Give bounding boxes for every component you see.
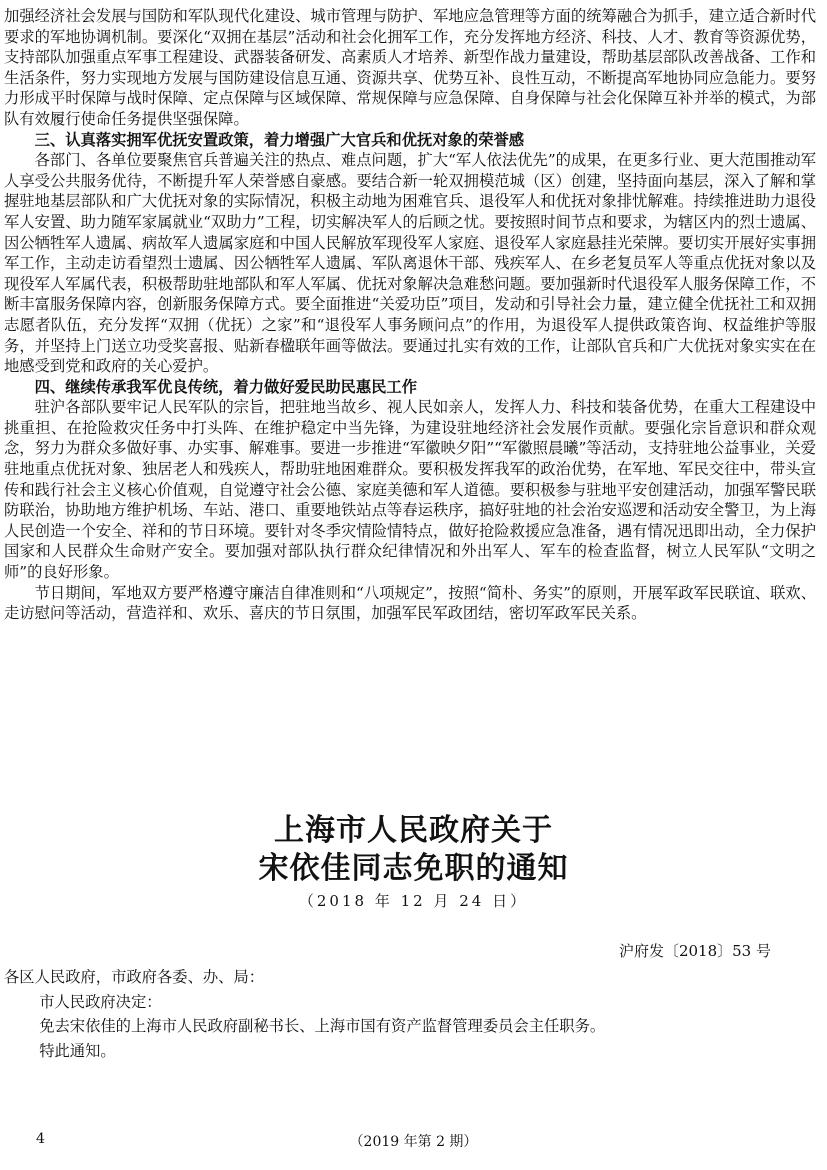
notice-date: （2018 年 12 月 24 日）: [298, 892, 529, 910]
notice-title-line-1: 上海市人民政府关于: [274, 813, 553, 848]
continuation-paragraph: 加强经济社会发展与国防和军队现代化建设、城市管理与防护、军地应急管理等方面的统筹融合为抓手，建立适合新时代要求的军地协调机制。要深化“双拥在基层”活动和社会化拥军工作，充分发挥地方经济、科技、人才、教育等资源优势，支持部队加强重点军事工程建设、武器装备研发、高素质人才培养、新型作战力量建设，帮助基层部队改善战备、工作和生活条件，努力实现地方发展与国防建设信息互通、资源共享、优势互补、良性互动，不断提高军地协同应急能力。要努力形成平时保障与战时保障、定点保障与区域保障、常规保障与应急保障、自身保障与社会化保障互补并举的模式，为部队有效履行使命任务提供坚强保障。: [4, 7, 816, 128]
section-4-body: 驻沪各部队要牢记人民军队的宗旨，把驻地当故乡、视人民如亲人，发挥人力、科技和装备优势，在重大工程建设中挑重担、在抢险救灾任务中打头阵、在维护稳定中当先锋，为建设驻地经济社会发展作贡献。要强化宗旨意识和群众观念，努力为群众多做好事、办实事、解难事。要进一步推进“军徽映夕阳”“军徽照晨曦”等活动，支持驻地公益事业，关爱驻地重点优抚对象、独居老人和残疾人，帮助驻地困难群众。要积极发挥我军的政治优势，在军地、军民交往中，带头宣传和践行社会主义核心价值观，自觉遵守社会公德、家庭美德和军人道德。要积极参与驻地平安创建活动，加强军警民联防联治，协助地方维护机场、车站、港口、重要地铁站点等春运秩序，搞好驻地的社会治安巡逻和活动安全警卫，为上海人民创造一个安全、祥和的节日环境。要针对冬季灾情险情特点，做好抢险救援应急准备，遇有情况迅即出动，全力保护国家和人民群众生命财产安全。要加强对部队执行群众纪律情况和外出军人、军车的检查监督，树立人民军队“文明之师”的良好形象。: [4, 398, 816, 582]
closing-paragraph: 节日期间，军地双方要严格遵守廉洁自律准则和“八项规定”，按照“简朴、务实”的原则，开展军政军民联谊、联欢、走访慰问等活动，营造祥和、欢乐、喜庆的节日氛围，加强军民军政团结，密切军政军民关系。: [4, 583, 816, 623]
notice-body: [4, 965, 816, 1063]
section-3-body: 各部门、各单位要聚焦官兵普遍关注的热点、难点问题，扩大“军人依法优先”的成果，在更多行业、更大范围推动军人享受公共服务优待，不断提升军人荣誉感自豪感。要结合新一轮双拥模范城（区）创建，坚持面向基层，深入了解和掌握驻地基层部队和广大优抚对象的实际情况，积极主动地为困难官兵、退役军人和优抚对象排忧解难。持续推进助力退役军人安置、助力随军家属就业“双助力”工程，切实解决军人的后顾之忧。要按照时间节点和要求，为辖区内的烈士遗属、因公牺牲军人遗属、病故军人遗属家庭和中国人民解放军现役军人家庭、退役军人家庭悬挂光荣牌。要切实开展好实事拥军工作，主动走访看望烈士遗属、因公牺牲军人遗属、军队离退休干部、残疾军人、在乡老复员军人等重点优抚对象以及现役军人军属代表，积极帮助驻地部队和军人军属、优抚对象解决急难愁问题。要加强新时代退役军人服务保障工作，不断丰富服务保障内容，创新服务保障方式。要全面推进“关爱功臣”项目，发动和引导社会力量，建立健全优抚社工和双拥志愿者队伍，充分发挥“双拥（优抚）之家”和“退役军人事务顾问点”的作用，为退役军人提供政策咨询、权益维护等服务，并坚持上门送立功受奖喜报、贴新春楹联年画等做法。要通过扎实有效的工作，让部队官兵和广大优抚对象实实在在地感受到党和政府的关心爱护。: [4, 151, 816, 376]
page-number: 4: [36, 1131, 45, 1147]
notice-title-line-2: 宋依佳同志免职的通知: [258, 851, 569, 886]
addressee: 各区人民政府，市政府各委、办、局：: [4, 968, 265, 986]
issue-label: （2019 年第 2 期）: [349, 1134, 478, 1150]
document-number: 沪府发〔2018〕53 号: [618, 942, 771, 960]
section-4-heading: 四、继续传承我军优良传统，着力做好爱民助民惠民工作: [34, 377, 418, 396]
notice-content: 免去宋依佳的上海市人民政府副秘书长、上海市国有资产监督管理委员会主任职务。: [39, 1017, 606, 1035]
notice-end: 特此通知。: [39, 1041, 116, 1060]
decision-line: 市人民政府决定：: [39, 992, 162, 1011]
section-3-heading: 三、认真落实拥军优抚安置政策，着力增强广大官兵和优抚对象的荣誉感: [34, 130, 525, 149]
body-text: [4, 6, 816, 624]
